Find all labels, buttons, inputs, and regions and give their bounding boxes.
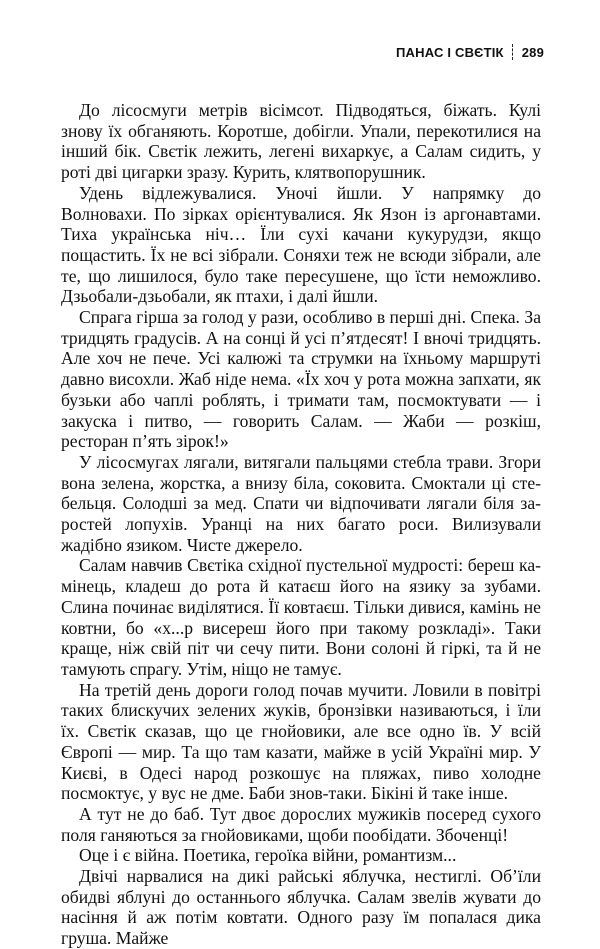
- paragraph: Салам навчив Свєтіка східної пустельної мудрості: береш камінець, кладеш до рота й катаєш його на язику за зубами. Слина починає виділятися. Її ковтаєш. Тільки дивися, камінь не ковтни, бо «х...р висереш його при такому розкладі». Таки краще, ніж свій піт чи сечу пити. Вони солоні й гіркі, та й не тамують спрагу. Утім, ніщо не тамує.: [61, 555, 541, 679]
- header-divider: [512, 44, 514, 60]
- page-number: 289: [521, 44, 544, 60]
- running-header: [396, 44, 544, 60]
- paragraph: Оце і є війна. Поетика, героїка війни, романтизм...: [79, 845, 457, 866]
- paragraph: Удень відлежувалися. Уночі йшли. У напрямку до Волновахи. По зірках орієнтувалися. Як Язон із аргонавтами. Тиха українська ніч… Їли сухі качани кукурудзи, якщо пощастить. Їх не всі зібрали. Соняхи теж не всюди зібрали, але те, що лишилося, було таке пересушене, що їсти неможливо. Дзьобали-дзьобали, як птахи, і далі йшли.: [61, 182, 541, 307]
- running-title: ПАНАС І СВЄТІК: [395, 44, 504, 60]
- paragraph: До лісосмуги метрів вісімсот. Підводяться, біжать. Кулі знову їх обганяють. Коротше, добігли. Упали, перекотилися на інший бік. Свєтік лежить, легені вихаркує, а Салам сидить, у роті дві цигарки зразу. Курить, клятвопорушник.: [61, 100, 541, 183]
- paragraph: Двічі нарвалися на дикі райські яблучка, нестиглі. Об’їли обидві яблуні до останнього яблучка. Салам звелів жувати до насіння й аж потім ковтати. Одного разу їм попалася дика груша. Майже: [61, 866, 541, 949]
- paragraph: А тут не до баб. Тут двоє дорослих мужиків посеред сухого поля ганяються за гнойовиками, щоби пообідати. Збоченці!: [61, 803, 541, 845]
- paragraph: У лісосмугах лягали, витягали пальцями стебла трави. Згори вона зелена, жорстка, а внизу біла, соковита. Смоктали ці стебельця. Солодші за мед. Спати чи відпочивати лягали біля заростей лопухів. Уранці на них багато роси. Вилизували жадібно язиком. Чисте джерело.: [61, 451, 541, 555]
- paragraph: На третій день дороги голод почав мучити. Ловили в повітрі таких блискучих зелених жуків, бронзівки називаються, і їли їх. Свєтік сказав, що це гнойовики, але все одно їв. У всій Європі — мир. Та що там казати, майже в усій Україні мир. У Києві, в Одесі народ розкошує на пляжах, пиво холодне посмоктує, у вус не дме. Баби знов-таки. Бікіні й таке інше.: [61, 679, 541, 804]
- paragraph: Спрага гірша за голод у рази, особливо в перші дні. Спека. За тридцять градусів. А на сонці й усі п’ятдесят! І вночі тридцять. Але хоч не пече. Усі калюжі та струмки на їхньому маршруті давно висохли. Жаб ніде нема. «Їх хоч у рота можна запхати, як бузьки або чаплі роблять, і тримати там, посмоктувати — і закуска і питво, — говорить Салам. — Жаби — розкіш, ресторан п’ять зірок!»: [61, 307, 541, 452]
- body-text: [61, 100, 541, 949]
